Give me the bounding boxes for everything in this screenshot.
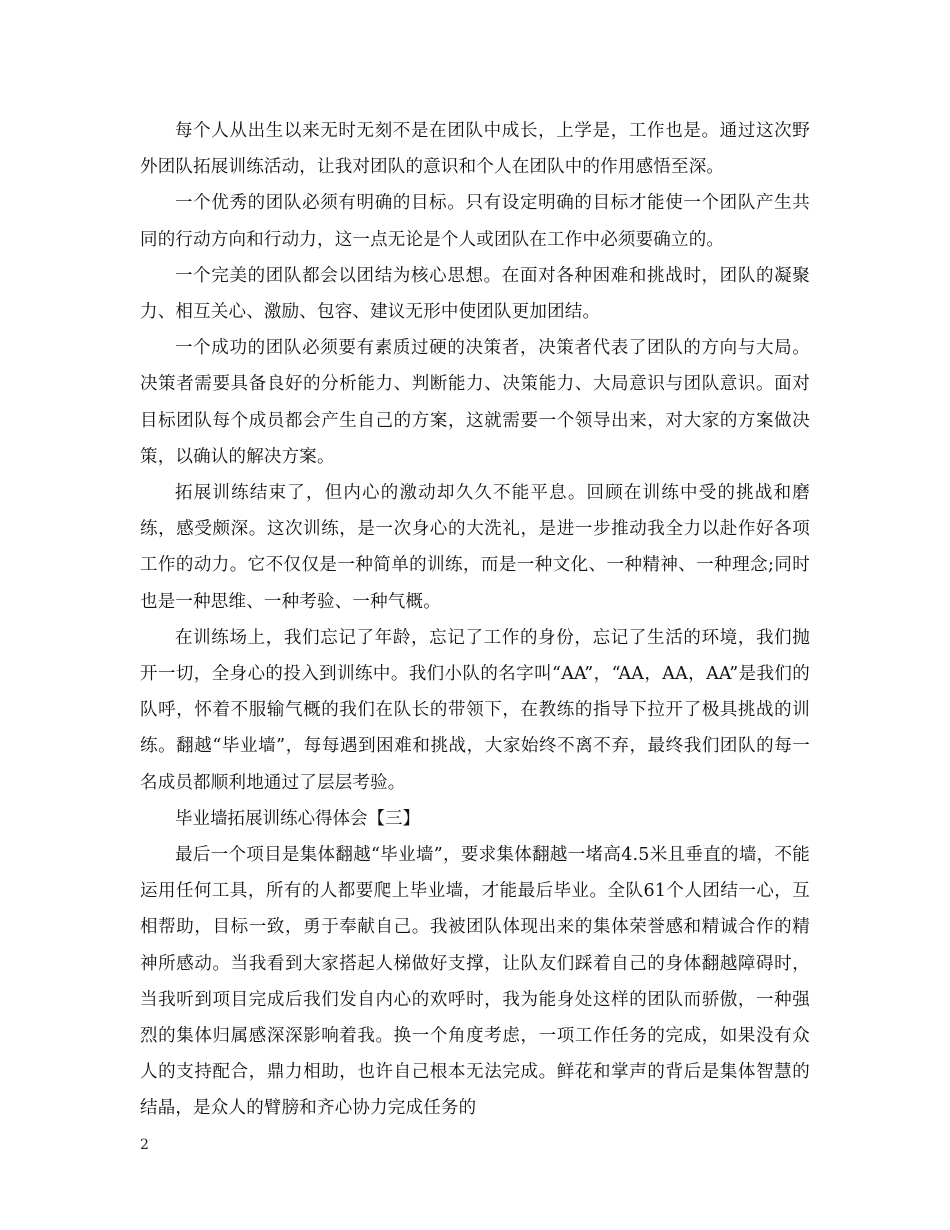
section-heading: 毕业墙拓展训练心得体会【三】 xyxy=(175,808,420,829)
paragraph-6: 在训练场上，我们忘记了年龄，忘记了工作的身份，忘记了生活的环境，我们抛开一切，全身心的投入到训练中。我们小队的名字叫“AA”，“AA，AA，AA”是我们的队呼，怀着不服输气概的我们在队长的带领下，在教练的指导下拉开了极具挑战的训练。翻越“毕业墙”，每每遇到困难和挑战，大家始终不离不弃，最终我们团队的每一名成员都顺利地通过了层层考验。 xyxy=(140,627,810,793)
paragraph-4: 一个成功的团队必须要有素质过硬的决策者，决策者代表了团队的方向与大局。决策者需要具备良好的分析能力、判断能力、决策能力、大局意识与团队意识。面对目标团队每个成员都会产生自己的方案，这就需要一个领导出来，对大家的方案做决策，以确认的解决方案。 xyxy=(140,338,810,467)
paragraph-5: 拓展训练结束了，但内心的激动却久久不能平息。回顾在训练中受的挑战和磨练，感受颇深。这次训练，是一次身心的大洗礼，是进一步推动我全力以赴作好各项工作的动力。它不仅仅是一种简单的训练，而是一种文化、一种精神、一种理念;同时也是一种思维、一种考验、一种气概。 xyxy=(140,483,810,612)
page-number: 2 xyxy=(140,1137,149,1153)
paragraph-7: 最后一个项目是集体翻越“毕业墙”，要求集体翻越一堵高4.5米且垂直的墙，不能运用任何工具，所有的人都要爬上毕业墙，才能最后毕业。全队61个人团结一心，互相帮助，目标一致，勇于奉献自己。我被团队体现出来的集体荣誉感和精诚合作的精神所感动。当我看到大家搭起人梯做好支撑，让队友们踩着自己的身体翻越障碍时，当我听到项目完成后我们发自内心的欢呼时，我为能身处这样的团队而骄傲，一种强烈的集体归属感深深影响着我。换一个角度考虑，一项工作任务的完成，如果没有众人的支持配合，鼎力相助，也许自己根本无法完成。鲜花和掌声的背后是集体智慧的结晶，是众人的臂膀和齐心协力完成任务的 xyxy=(140,845,810,1119)
paragraph-3: 一个完美的团队都会以团结为核心思想。在面对各种困难和挑战时，团队的凝聚力、相互关心、激励、包容、建议无形中使团队更加团结。 xyxy=(140,265,810,323)
page-body xyxy=(140,113,810,1127)
paragraph-1: 每个人从出生以来无时无刻不是在团队中成长，上学是，工作也是。通过这次野外团队拓展训练活动，让我对团队的意识和个人在团队中的作用感悟至深。 xyxy=(140,121,810,178)
paragraph-2: 一个优秀的团队必须有明确的目标。只有设定明确的目标才能使一个团队产生共同的行动方向和行动力，这一点无论是个人或团队在工作中必须要确立的。 xyxy=(140,193,810,250)
